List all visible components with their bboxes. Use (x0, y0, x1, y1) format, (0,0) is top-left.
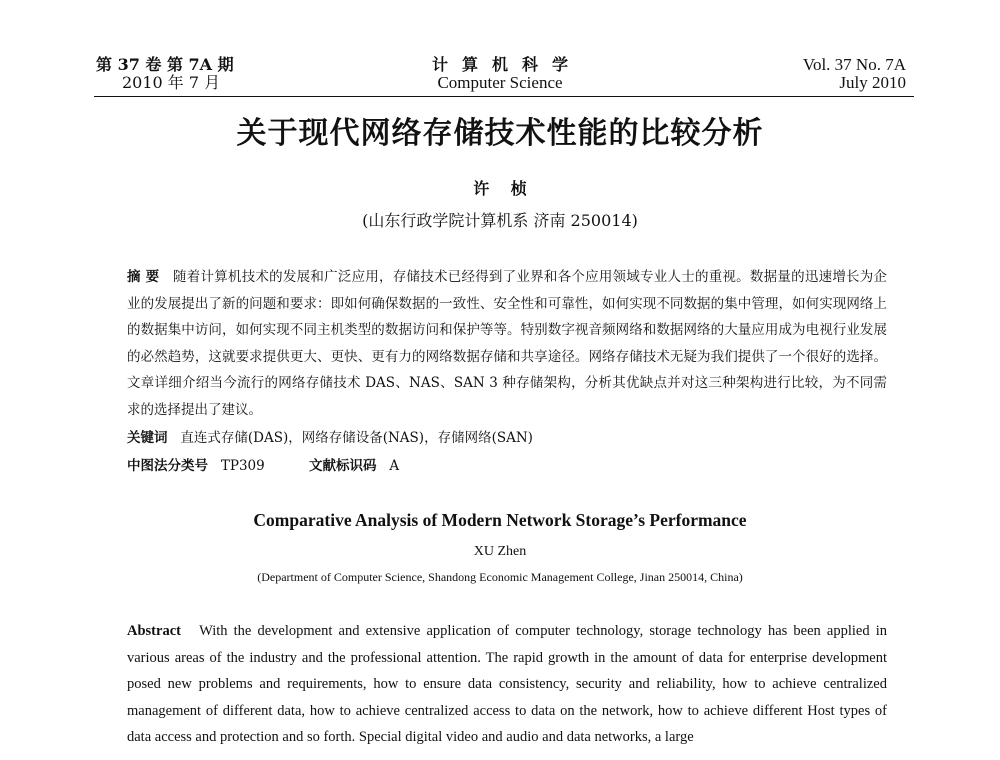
keywords-text: 直连式存储(DAS)，网络存储设备(NAS)，存储网络(SAN) (180, 430, 533, 446)
paper-affiliation-en: (Department of Computer Science, Shandong Economic Management College, Jinan 250014, China) (257, 570, 743, 584)
classification (127, 456, 399, 476)
doc-code-label: 文献标识码 (309, 458, 377, 474)
paper-author: 许 桢 (473, 179, 535, 198)
journal-volume-info-en (803, 56, 906, 92)
paper-title: 关于现代网络存储技术性能的比较分析 (236, 116, 764, 151)
clc-label: 中图法分类号 (127, 458, 208, 474)
clc-value: TP309 (220, 458, 265, 474)
volume-issue: 第 37 卷 第 7A 期 (96, 55, 234, 74)
keywords (127, 428, 533, 448)
issue-date: 2010 年 7 月 (122, 73, 221, 92)
journal-name-cn: 计算机科学 (431, 55, 582, 74)
paper-author-en: XU Zhen (473, 544, 527, 559)
issue-date-en: July 2010 (839, 73, 906, 92)
keywords-label: 关键词 (127, 430, 168, 446)
doc-code-value: A (389, 458, 400, 474)
abstract-en-text: With the development and extensive application of computer technology, storage technology has been applied in various areas of the industry and the professional attention. The rapid growth in the amount of data for enterprise development posed new problems and requirements, how to ensure data consistency, security and reliability, how to achieve centralized management of different data, how to achieve centralized access to data on the network, how to achieve different Host types of data access and protection and so forth. Special digital video and audio and data networks, a large (127, 623, 887, 745)
abstract-cn-text: 随着计算机技术的发展和广泛应用，存储技术已经得到了业界和各个应用领域专业人士的重视。数据量的迅速增长为企业的发展提出了新的问题和要求：即如何确保数据的一致性、安全性和可靠性，如何实现不同数据的集中管理，如何实现网络上的数据集中访问，如何实现不同主机类型的数据访问和保护等等。特别数字视音频网络和数据网络的大量应用成为电视行业发展的必然趋势，这就要求提供更大、更快、更有力的网络数据存储和共享途径。网络存储技术无疑为我们提供了一个很好的选择。文章详细介绍当今流行的网络存储技术 DAS、NAS、SAN 3 种存储架构，分析其优缺点并对这三种架构进行比较，为不同需求的选择提出了建议。 (127, 269, 888, 418)
abstract-cn-label: 摘 要 (127, 269, 160, 285)
abstract-en-label: Abstract (127, 623, 181, 639)
abstract-en (127, 618, 887, 751)
paper-affiliation: (山东行政学院计算机系 济南 250014) (362, 211, 638, 230)
journal-name-en: Computer Science (437, 73, 563, 92)
abstract-cn (127, 264, 887, 423)
header-rule (94, 96, 914, 97)
paper-title-en: Comparative Analysis of Modern Network Storage’s Performance (253, 510, 747, 530)
volume-issue-en: Vol. 37 No. 7A (802, 55, 906, 74)
